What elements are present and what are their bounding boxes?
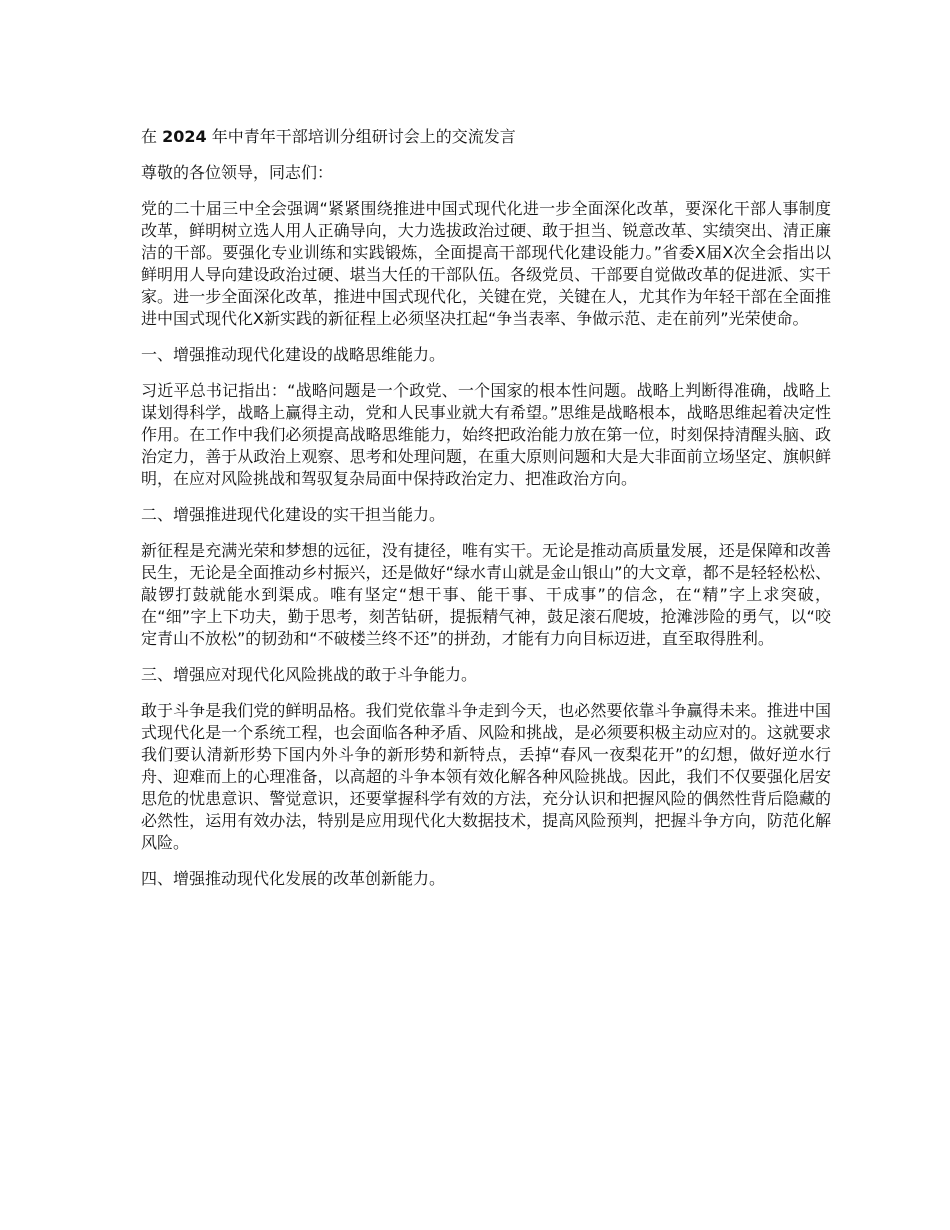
section-heading-1: 一、增强推动现代化建设的战略思维能力。 — [141, 345, 446, 364]
document-title — [141, 126, 831, 148]
salutation: 尊敬的各位领导，同志们： — [141, 163, 334, 182]
section-body-2: 新征程是充满光荣和梦想的远征，没有捷径，唯有实干。无论是推动高质量发展，还是保障和改善民生，无论是全面推动乡村振兴，还是做好“绿水青山就是金山银山”的大文章，都不是轻轻松松、敲锣打鼓就能水到渠成。唯有坚定“想干事、能干事、干成事”的信念，在“精”字上求突破，在“细”字上下功夫，勤于思考，刻苦钻研，提振精气神，鼓足滚石爬坡，抢滩涉险的勇气，以“咬定青山不放松”的韧劲和“不破楼兰终不还”的拼劲，才能有力向目标迈进，直至取得胜利。 — [141, 541, 831, 648]
title-suffix: 年中青年干部培训分组研讨会上的交流发言 — [211, 127, 516, 146]
section-heading-4: 四、增强推动现代化发展的改革创新能力。 — [141, 869, 446, 888]
section-body-1: 习近平总书记指出：“战略问题是一个政党、一个国家的根本性问题。战略上判断得准确，战略上谋划得科学，战略上赢得主动，党和人民事业就大有希望。”思维是战略根本，战略思维起着决定性作用。在工作中我们必须提高战略思维能力，始终把政治能力放在第一位，时刻保持清醒头脑、政治定力，善于从政治上观察、思考和处理问题，在重大原则问题和大是大非面前立场坚定、旗帜鲜明，在应对风险挑战和驾驭复杂局面中保持政治定力、把准政治方向。 — [141, 381, 831, 488]
title-prefix: 在 — [141, 127, 158, 146]
intro-paragraph: 党的二十届三中全会强调“紧紧围绕推进中国式现代化进一步全面深化改革，要深化干部人事制度改革，鲜明树立选人用人正确导向，大力选拔政治过硬、敢于担当、锐意改革、实绩突出、清正廉洁的干部。要强化专业训练和实践锻炼，全面提高干部现代化建设能力。”省委X届X次全会指出以鲜明用人导向建设政治过硬、堪当大任的干部队伍。各级党员、干部要自觉做改革的促进派、实干家。进一步全面深化改革，推进中国式现代化，关键在党，关键在人，尤其作为年轻干部在全面推进中国式现代化X新实践的新征程上必须坚决扛起“争当表率、争做示范、走在前列”光荣使命。 — [141, 199, 831, 328]
document-page — [141, 126, 831, 904]
section-heading-3: 三、增强应对现代化风险挑战的敢于斗争能力。 — [141, 665, 478, 684]
title-year: 2024 — [162, 127, 207, 146]
section-body-3: 敢于斗争是我们党的鲜明品格。我们党依靠斗争走到今天，也必然要依靠斗争赢得未来。推进中国式现代化是一个系统工程，也会面临各种矛盾、风险和挑战，是必须要积极主动应对的。这就要求我们要认清新形势下国内外斗争的新形势和新特点，丢掉“春风一夜梨花开”的幻想，做好逆水行舟、迎难而上的心理准备，以高超的斗争本领有效化解各种风险挑战。因此，我们不仅要强化居安思危的忧患意识、警觉意识，还要掌握科学有效的方法，充分认识和把握风险的偶然性背后隐藏的必然性，运用有效办法，特别是应用现代化大数据技术，提高风险预判，把握斗争方向，防范化解风险。 — [141, 701, 831, 852]
section-heading-2: 二、增强推进现代化建设的实干担当能力。 — [141, 505, 446, 524]
